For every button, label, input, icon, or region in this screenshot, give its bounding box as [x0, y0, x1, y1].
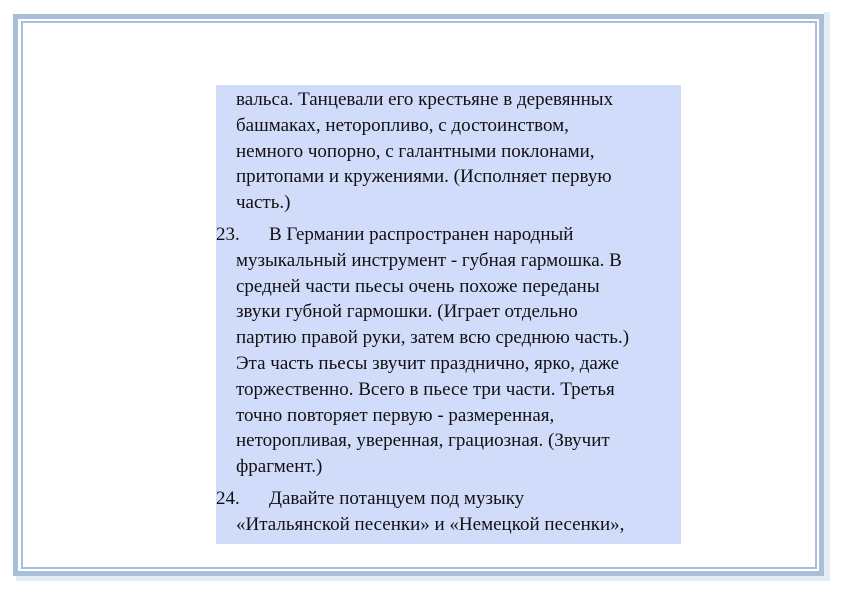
text-line: точно повторяет первую - размеренная, — [236, 404, 555, 426]
paragraph-continuation — [216, 87, 681, 216]
text-line: немного чопорно, с галантными поклонами, — [236, 140, 595, 162]
text-line: фрагмент.) — [236, 456, 323, 478]
frame-shadow-bottom — [16, 576, 830, 581]
text-line: Давайте потанцуем под музыку — [269, 487, 525, 509]
frame-shadow-right — [824, 12, 830, 580]
text-line: часть.) — [236, 192, 291, 214]
text-line: башмаках, неторопливо, с достоинством, — [236, 114, 569, 136]
text-line: неторопливая, уверенная, грациозная. (Звучит — [236, 430, 610, 452]
text-line: партию правой руки, затем всю среднюю часть.) — [236, 327, 630, 349]
text-box — [216, 85, 681, 544]
text-line: музыкальный инструмент - губная гармошка. В — [236, 249, 622, 271]
text-line: В Германии распространен народный — [269, 223, 574, 245]
text-line: Эта часть пьесы звучит празднично, ярко, даже — [236, 352, 620, 374]
text-line: торжественно. Всего в пьесе три части. Третья — [236, 378, 615, 400]
text-line: средней части пьесы очень похоже переданы — [236, 275, 600, 297]
paragraph-number: 23. — [216, 223, 240, 245]
text-line: звуки губной гармошки. (Играет отдельно — [236, 301, 578, 323]
paragraph-24 — [216, 486, 681, 538]
text-line: притопами и кружениями. (Исполняет первую — [236, 166, 612, 188]
paragraph-number: 24. — [216, 487, 240, 509]
paragraph-23 — [216, 222, 681, 480]
text-line: «Итальянской песенки» и «Немецкой песенки», — [236, 513, 625, 535]
text-line: вальса. Танцевали его крестьяне в деревянных — [236, 89, 614, 110]
